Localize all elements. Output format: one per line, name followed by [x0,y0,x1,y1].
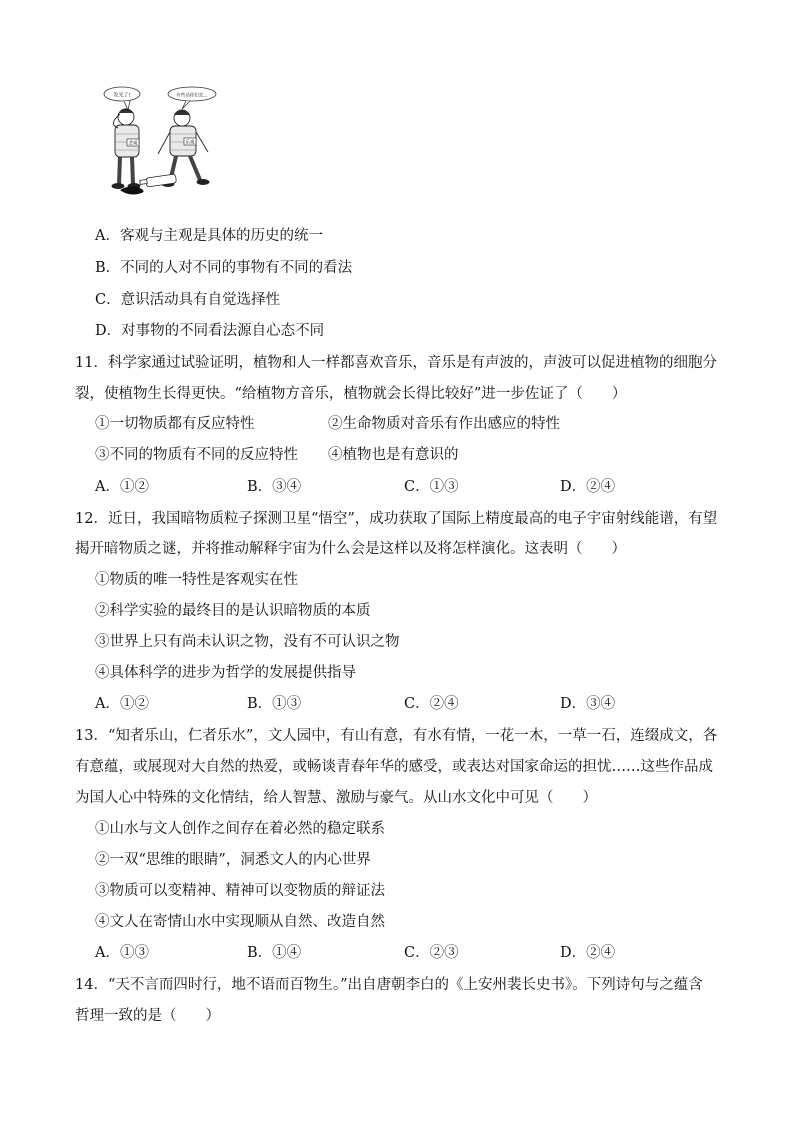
q12-choice-c: C．②④ [404,696,459,712]
q11-stem-line1: 11．科学家通过试验证明，植物和人一样都喜欢音乐，音乐是有声波的，声波可以促进植物的细胞分 [75,355,717,371]
q13-item-4: ④文人在寄情山水中实现顺从自然、改造自然 [95,914,385,930]
q13-item-2: ②一双“思维的眼睛”，洞悉文人的内心世界 [95,852,371,868]
q13-choice-b: B．①④ [247,945,302,961]
q13-stem-line1: 13．“知者乐山，仁者乐水”，文人园中，有山有意，有水有情，一花一木，一草一石，连缀成文，各 [75,728,718,744]
q12-choice-a: A．①② [95,696,149,712]
speech-bubble-left-text: 发光了! [113,92,131,99]
q12-choice-d: D．③④ [560,696,616,712]
q11-item-3: ③不同的物质有不同的反应特性 [95,447,298,463]
q12-choice-b: B．①③ [247,696,302,712]
label-left-text: 悲观 [128,141,138,147]
q10-option-c: C．意识活动具有自觉选择性 [95,292,281,308]
q13-choice-d: D．②④ [560,945,616,961]
q13-choice-c: C．②③ [404,945,459,961]
q13-item-3: ③物质可以变精神、精神可以变物质的辩证法 [95,883,385,899]
q13-stem-line3: 为国人心中特殊的文化情结，给人智慧、激励与豪气。从山水文化中可见（ ） [75,790,597,806]
q12-item-3: ③世界上只有尚未认识之物，没有不可认识之物 [95,634,400,650]
cartoon-illustration [100,84,225,199]
q14-stem-line1: 14．“天不言而四时行，地不语而百物生。”出自唐朝李白的《上安州裴长史书》。下列诗句与之蕴含 [75,977,703,993]
q12-item-4: ④具体科学的进步为哲学的发展提供指导 [95,665,356,681]
q11-stem-line2: 裂，使植物生长得更快。“给植物方音乐，植物就会长得比较好”进一步佐证了（ ） [75,386,627,402]
speech-bubble-right-text: 有些话你们先... [176,93,208,99]
q11-item-2: ②生命物质对音乐有作出感应的特性 [328,416,560,432]
q12-stem-line2: 揭开暗物质之谜，并将推动解释宇宙为什么会是这样以及将怎样演化。这表明（ ） [75,541,626,557]
q13-choice-a: A．①③ [95,945,149,961]
q11-choice-d: D．②④ [560,479,616,495]
q12-item-1: ①物质的唯一特性是客观实在性 [95,572,298,588]
q12-stem-line1: 12．近日，我国暗物质粒子探测卫星“悟空”，成功获取了国际上精度最高的电子宇宙射线能谱，有望 [75,511,718,527]
q11-choice-a: A．①② [95,479,149,495]
q12-item-2: ②科学实验的最终目的是认识暗物质的本质 [95,603,371,619]
q11-item-4: ④植物也是有意识的 [328,447,459,463]
figure-person-left [112,109,140,189]
q11-choice-b: B．③④ [247,479,302,495]
q11-item-1: ①一切物质都有反应特性 [95,416,255,432]
q13-item-1: ①山水与文人创作之间存在着必然的稳定联系 [95,821,385,837]
q10-option-d: D．对事物的不同看法源自心态不同 [95,323,325,339]
q10-option-a: A．客观与主观是具体的历史的统一 [95,228,323,244]
q10-option-b: B．不同的人对不同的事物有不同的看法 [95,260,353,276]
q11-choice-c: C．①③ [404,479,459,495]
label-right-text: 乐观 [185,140,195,146]
q14-stem-line2: 哲理一致的是（ ） [75,1008,220,1024]
q13-stem-line2: 有意蕴，或展现对大自然的热爱，或畅谈青春年华的感受，或表达对国家命运的担忧……这些作品成 [75,759,713,775]
